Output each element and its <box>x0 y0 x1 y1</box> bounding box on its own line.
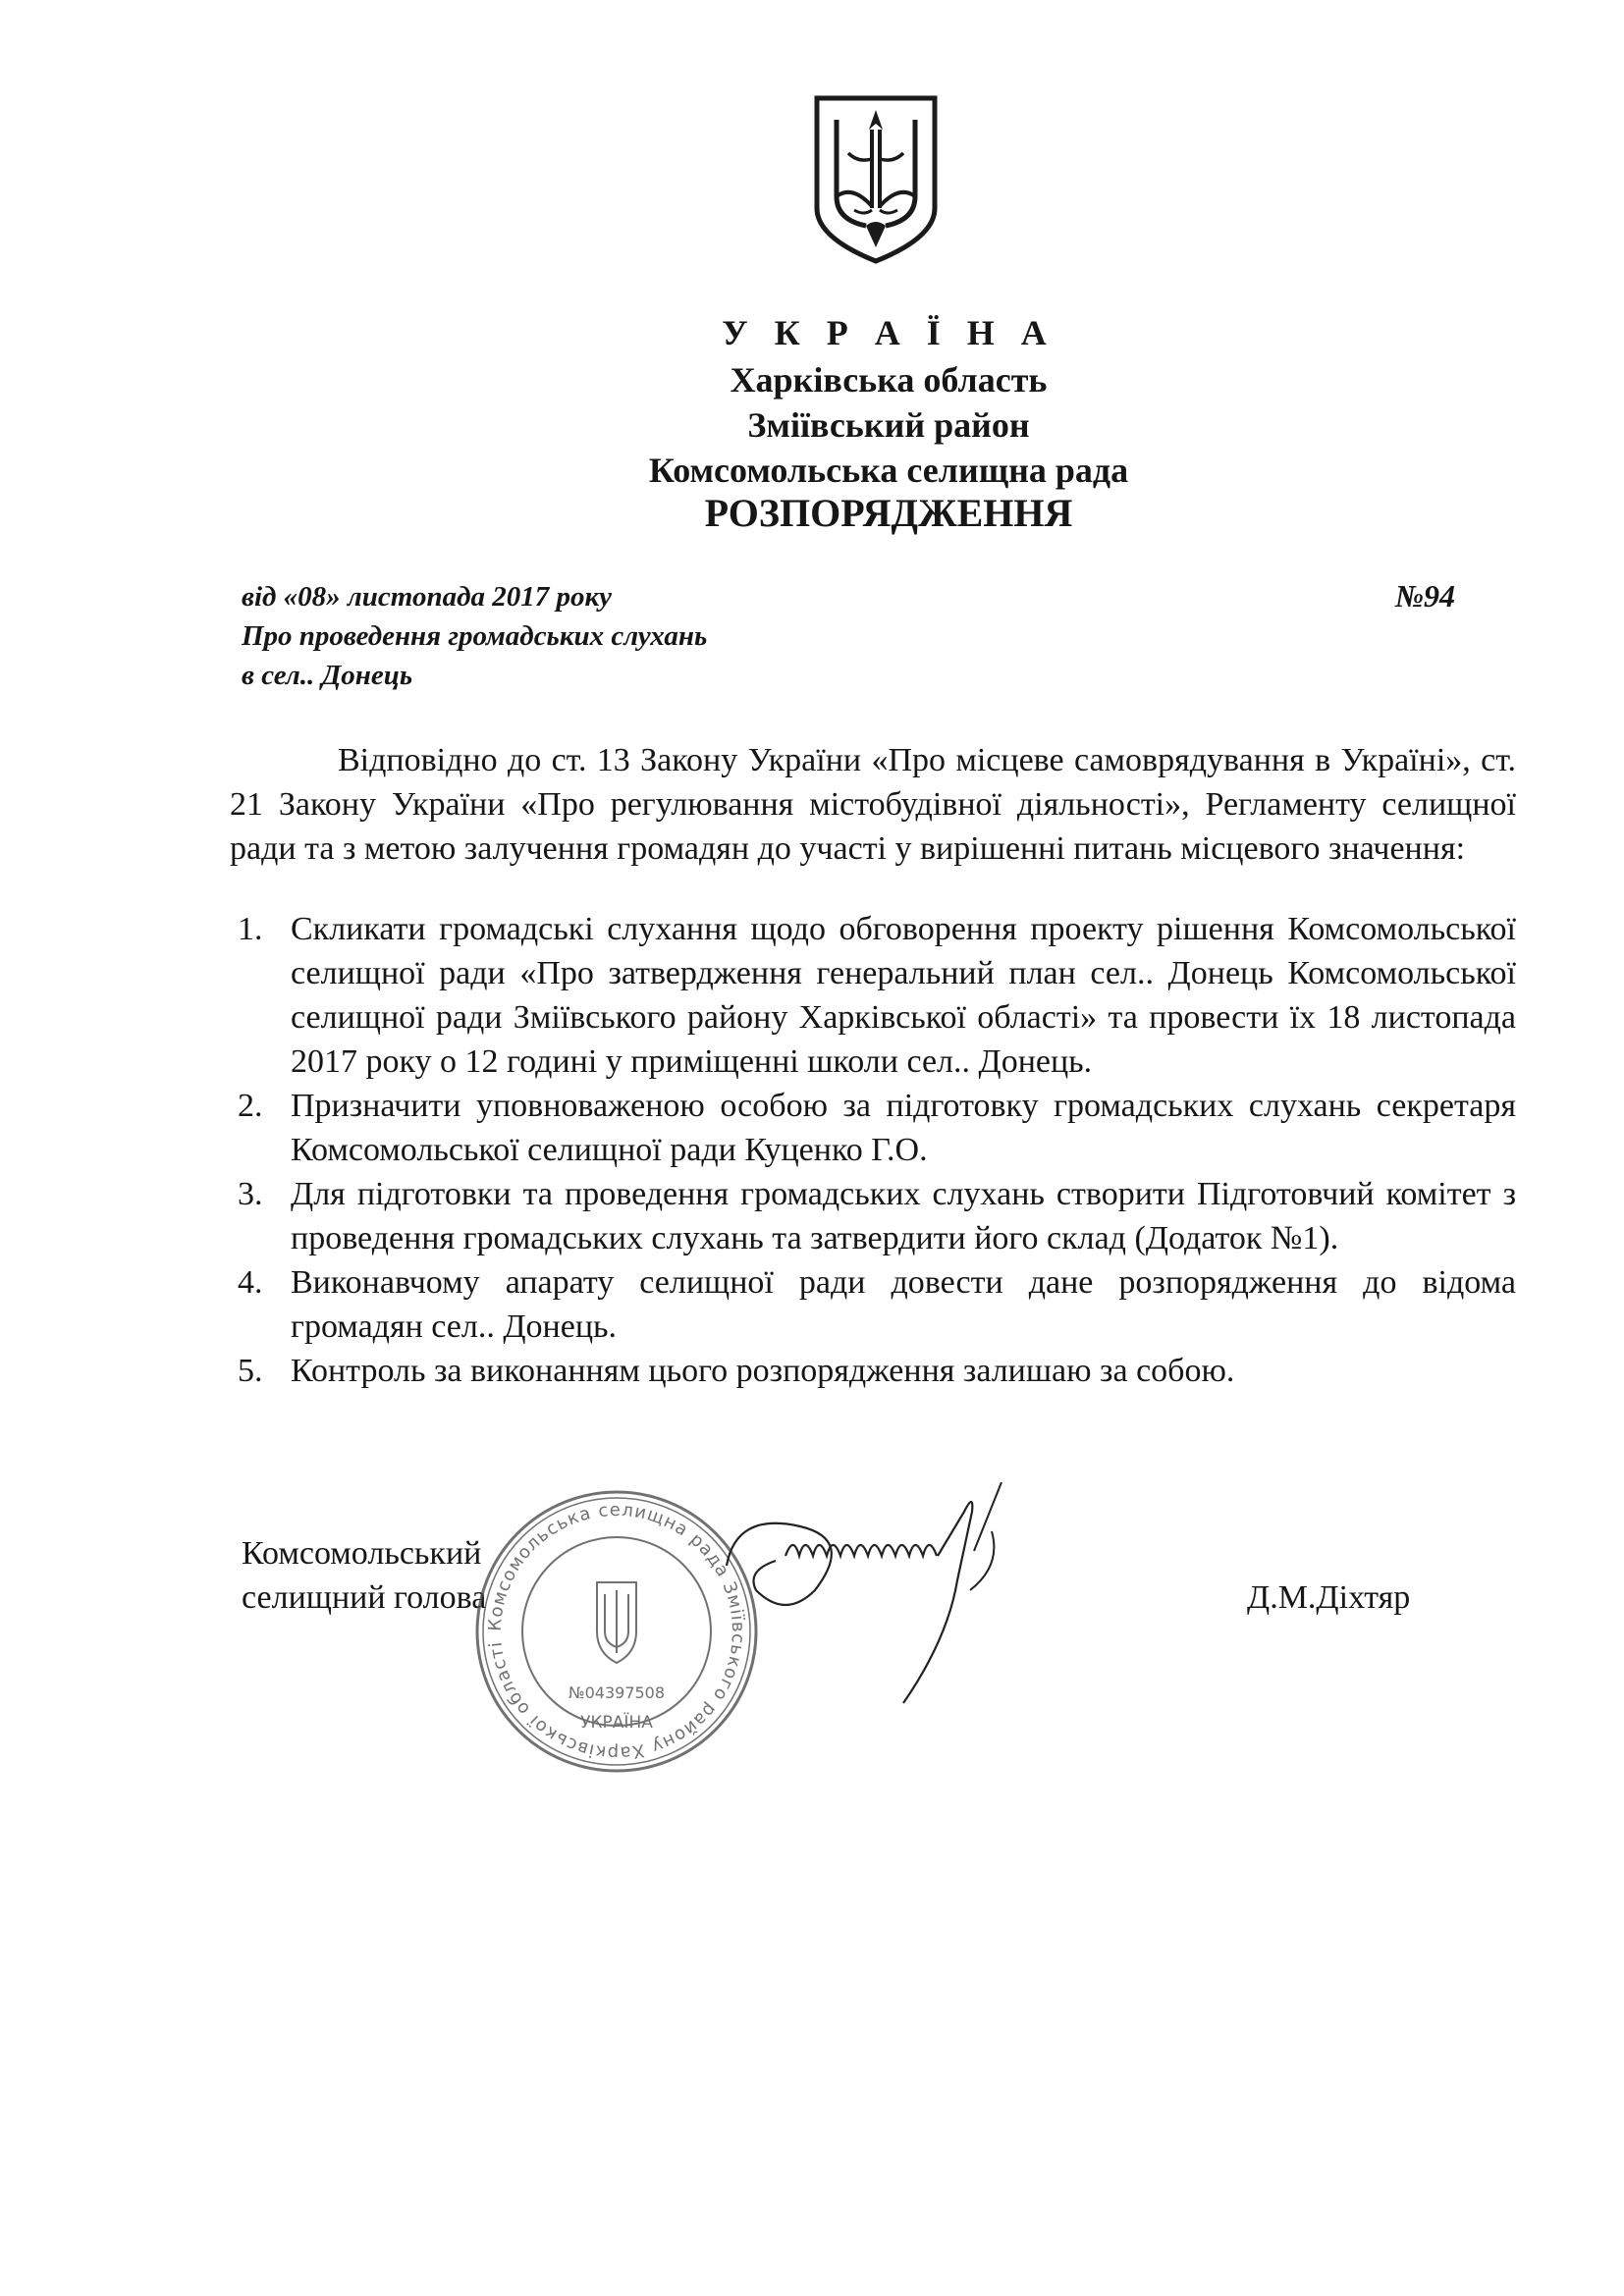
signatory-title-line-1: Комсомольський <box>242 1535 482 1572</box>
list-item <box>230 1172 1516 1260</box>
document-subject-line-2: в сел.. Донець <box>242 660 413 691</box>
order-items-list <box>230 907 1516 1393</box>
item-number: 3. <box>238 1176 263 1212</box>
district-heading: Зміївський район <box>747 405 1030 445</box>
item-number: 5. <box>238 1353 263 1389</box>
signatory-name: Д.М.Діхтяр <box>1247 1579 1411 1616</box>
list-item <box>230 1260 1516 1349</box>
intro-paragraph: Відповідно до ст. 13 Закону України «Про місцеве самоврядування в Україні», ст. 21 Закону України «Про регулювання містобудівної діяльності», Регламенту селищної ради та з метою залучення громадян до участі у вирішенні питань місцевого значення: <box>230 742 1516 867</box>
trident-emblem-icon <box>807 90 945 267</box>
document-date: від «08» листопада 2017 року <box>242 581 613 613</box>
item-number: 4. <box>238 1264 263 1301</box>
item-number: 2. <box>238 1088 263 1124</box>
region-heading: Харківська область <box>730 360 1048 400</box>
item-text: Призначити уповноваженою особою за підготовку громадських слухань секретаря Комсомольської селищної ради Куценко Г.О. <box>291 1088 1516 1168</box>
item-text: Скликати громадські слухання щодо обговорення проекту рішення Комсомольської селищної ради «Про затвердження генеральний план сел.. Донець Комсомольської селищної ради Зміївського району Харківської області» та провести їх 18 листопада 2017 року о 12 годині у приміщенні школи сел.. Донець. <box>291 911 1516 1080</box>
seal-bottom-text: УКРАЇНА <box>580 1713 653 1733</box>
list-item <box>230 1349 1516 1393</box>
seal-outer-text: Комсомольська селищна рада Зміївського району Харківської області <box>484 1499 749 1764</box>
item-text: Виконавчому апарату селищної ради довести дане розпорядження до відома громадян сел.. Донець. <box>291 1264 1516 1345</box>
document-number: №94 <box>1394 578 1455 614</box>
country-heading: У К Р А Ї Н А <box>722 313 1056 352</box>
signatory-title-line-2: селищний голова <box>242 1579 487 1616</box>
document-subject-line-1: Про проведення громадських слухань <box>242 620 708 652</box>
council-heading: Комсомольська селищна рада <box>648 451 1129 490</box>
document-type-heading: РОЗПОРЯДЖЕННЯ <box>704 491 1073 535</box>
item-text: Контроль за виконанням цього розпорядження залишаю за собою. <box>291 1353 1235 1389</box>
item-number: 1. <box>238 911 263 947</box>
item-text: Для підготовки та проведення громадських слухань створити Підготовчий комітет з проведення громадських слухань та затвердити його склад (Додаток №1). <box>291 1176 1516 1256</box>
handwritten-signature <box>707 1472 1080 1747</box>
list-item <box>230 907 1516 1084</box>
seal-code: №04397508 <box>568 1683 666 1702</box>
list-item <box>230 1084 1516 1172</box>
